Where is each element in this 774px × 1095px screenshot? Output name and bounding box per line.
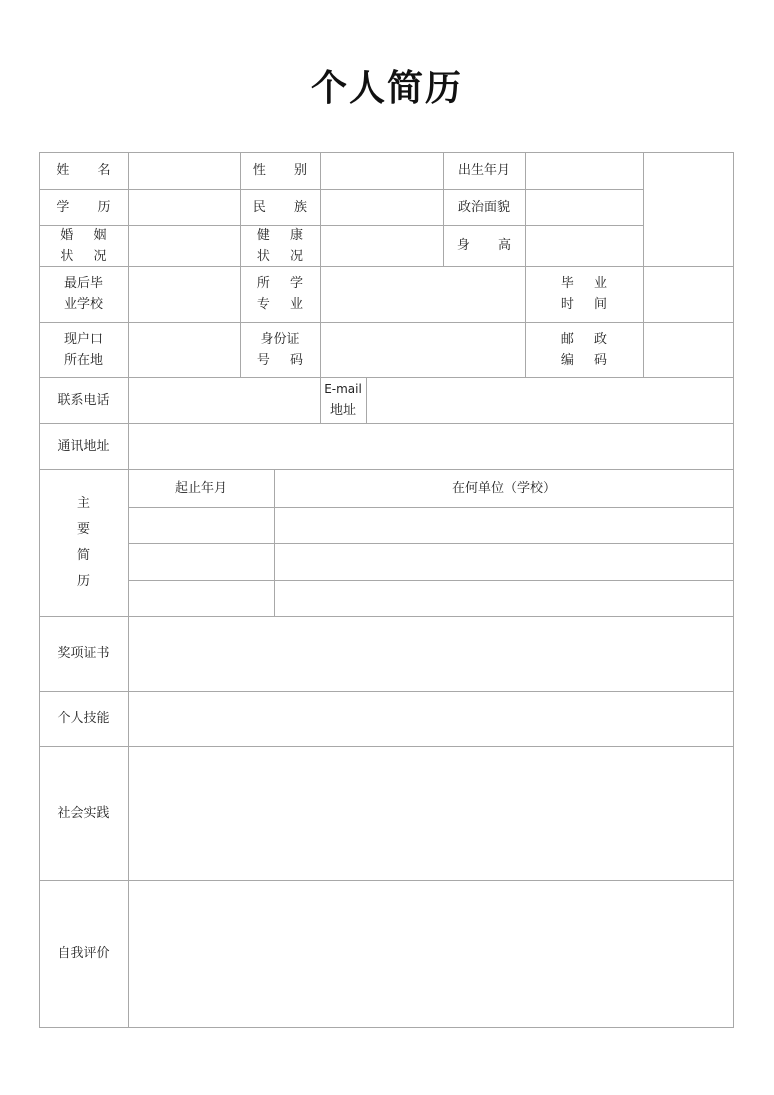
email-value[interactable]	[367, 378, 733, 423]
table-border-right	[733, 152, 734, 1028]
history-period-value[interactable]	[129, 508, 274, 543]
political-status-value[interactable]	[526, 190, 643, 225]
education-value[interactable]	[129, 190, 240, 225]
label-birth: 出生年月	[457, 163, 510, 178]
graduation-time-value[interactable]	[644, 267, 733, 322]
label-graduation-time: 毕 业 时 间	[560, 276, 616, 312]
name-value[interactable]	[129, 153, 240, 189]
height-value[interactable]	[526, 226, 643, 266]
history-period-value[interactable]	[129, 581, 274, 616]
label-email: E-mail 地址	[324, 382, 362, 418]
label-phone: 联系电话	[57, 392, 110, 408]
photo-area[interactable]	[644, 153, 733, 266]
label-gender: 性 别	[252, 163, 320, 178]
graduate-school-value[interactable]	[129, 267, 240, 322]
label-postal-code: 邮 政 编 码	[560, 331, 616, 368]
label-name: 姓 名	[56, 163, 123, 178]
label-hukou-location: 现户口 所在地	[63, 331, 103, 368]
birth-value[interactable]	[526, 153, 643, 189]
table-border-bottom	[39, 1027, 734, 1028]
awards-value[interactable]	[129, 617, 733, 691]
label-social-practice: 社会实践	[57, 805, 110, 821]
hukou-location-value[interactable]	[129, 323, 240, 377]
skills-value[interactable]	[129, 692, 733, 746]
address-value[interactable]	[129, 424, 733, 469]
history-unit-value[interactable]	[275, 581, 733, 616]
id-number-value[interactable]	[321, 323, 525, 377]
label-political-status: 政治面貌	[457, 199, 510, 215]
self-evaluation-value[interactable]	[129, 881, 733, 1027]
label-marital-status: 婚 姻 状 况	[60, 227, 115, 264]
label-health-status: 健 康 状 况	[256, 227, 312, 264]
social-practice-value[interactable]	[129, 747, 733, 880]
history-unit-header: 在何单位（学校）	[451, 480, 556, 496]
marital-status-value[interactable]	[129, 226, 240, 266]
major-value[interactable]	[321, 267, 525, 322]
label-skills: 个人技能	[57, 711, 110, 726]
label-address: 通讯地址	[57, 438, 110, 454]
label-graduate-school: 最后毕 业学校	[63, 276, 103, 312]
label-main-history: 主 要 简 历	[76, 495, 90, 589]
label-self-evaluation: 自我评价	[57, 946, 110, 961]
label-height: 身 高	[456, 238, 524, 253]
page-title: 个人简历	[310, 67, 463, 109]
history-unit-value[interactable]	[275, 544, 733, 580]
health-status-value[interactable]	[321, 226, 443, 266]
label-awards: 奖项证书	[57, 646, 110, 661]
label-id-number: 身份证 号 码	[256, 331, 312, 368]
history-unit-value[interactable]	[275, 508, 733, 543]
ethnicity-value[interactable]	[321, 190, 443, 225]
history-period-value[interactable]	[129, 544, 274, 580]
phone-value[interactable]	[129, 378, 320, 423]
postal-code-value[interactable]	[644, 323, 733, 377]
gender-value[interactable]	[321, 153, 443, 189]
label-education: 学 历	[56, 199, 123, 215]
label-ethnicity: 民 族	[252, 199, 320, 215]
label-major: 所 学 专 业	[256, 276, 312, 312]
history-period-header: 起止年月	[174, 480, 227, 496]
